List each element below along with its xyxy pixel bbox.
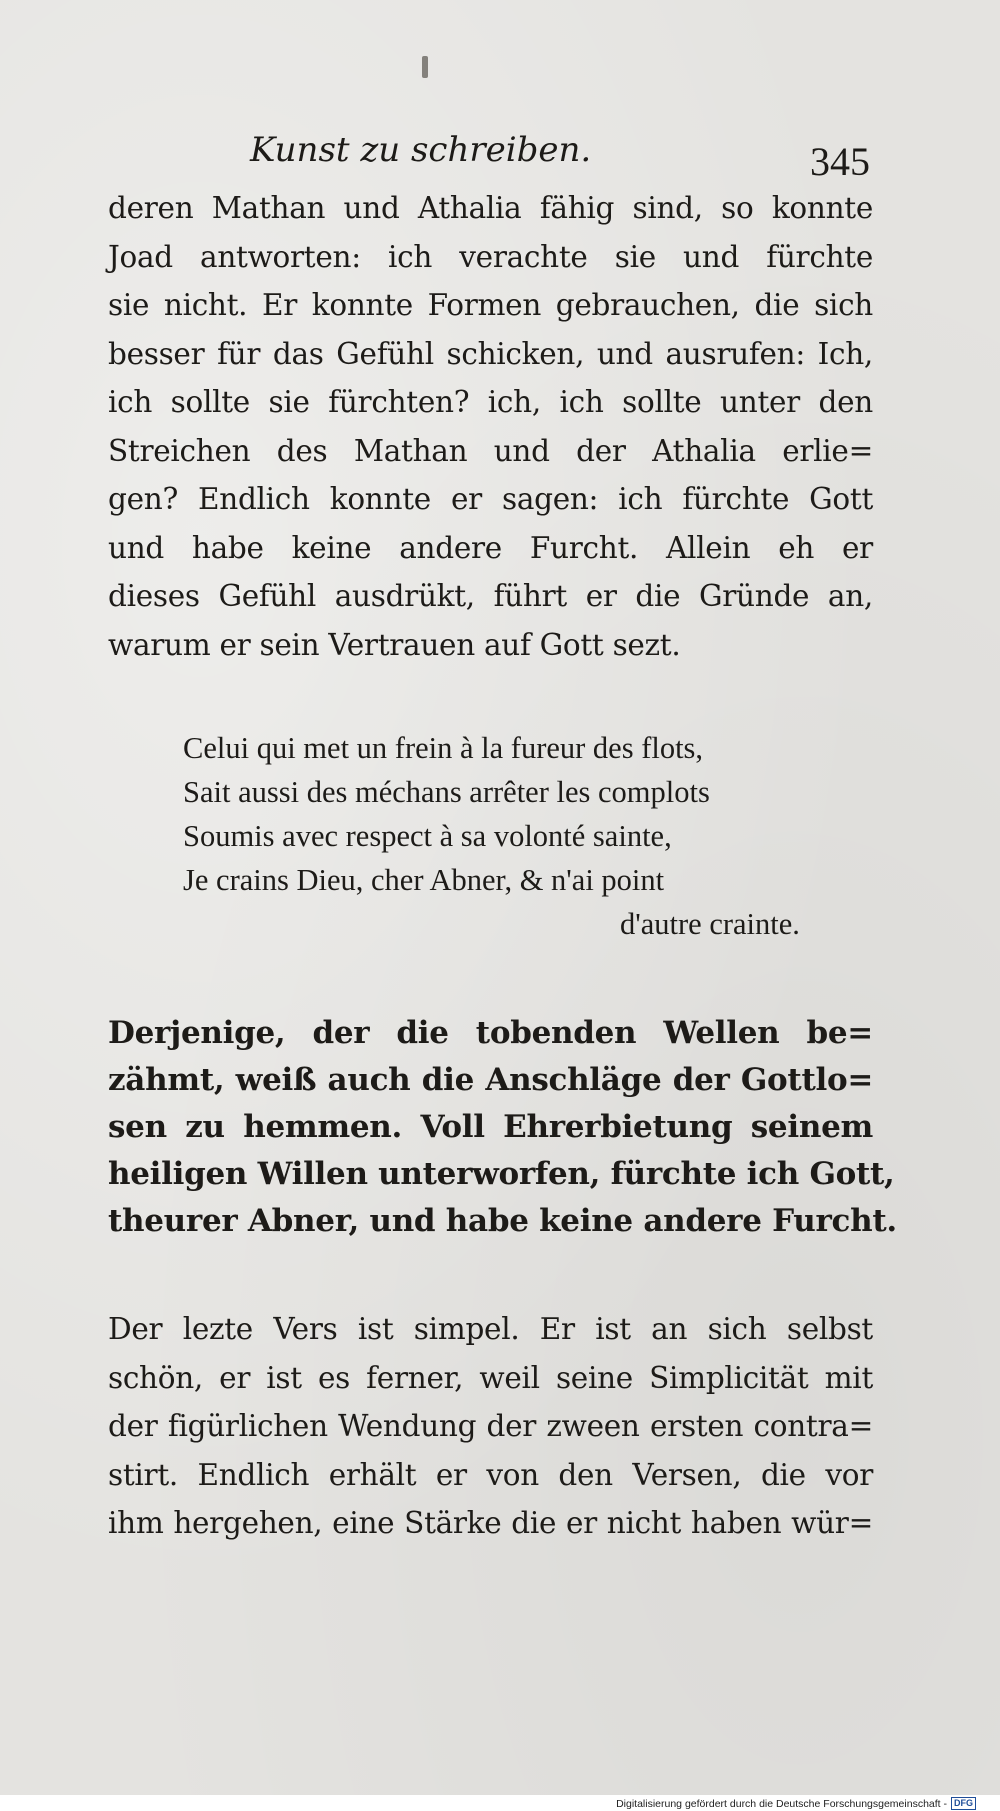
text-line: Joad antworten: ich verachte sie und fürchte — [108, 239, 873, 274]
text-line: Streichen des Mathan und der Athalia erlie= — [108, 433, 873, 468]
text-line: und habe keine andere Furcht. Allein eh er — [108, 530, 873, 565]
text-line: der figürlichen Wendung der zween ersten contra= — [108, 1409, 873, 1443]
printer-mark — [422, 56, 428, 78]
french-verse-quotation — [183, 726, 883, 946]
text-line: Derjenige, der die tobenden Wellen be= — [108, 1015, 873, 1051]
text-line: warum er sein Vertrauen auf Gott sezt. — [108, 627, 681, 662]
paragraph-3 — [108, 1305, 873, 1548]
verse-line: Soumis avec respect à sa volonté sainte, — [183, 819, 672, 853]
verse-line: Je crains Dieu, cher Abner, & n'ai point — [183, 863, 665, 897]
text-line: stirt. Endlich erhält er von den Versen, die vor — [108, 1457, 873, 1492]
text-line: sie nicht. Er konnte Formen gebrauchen, die sich — [108, 288, 873, 322]
verse-line: d'autre crainte. — [620, 907, 800, 941]
text-line: Der lezte Vers ist simpel. Er ist an sich selbst — [108, 1312, 873, 1346]
text-line: dieses Gefühl ausdrükt, führt er die Gründe an, — [108, 579, 873, 613]
dfg-logo: DFG — [951, 1797, 976, 1810]
page-number: 345 — [810, 139, 870, 184]
running-title: Kunst zu schreiben. — [250, 130, 592, 170]
text-line: gen? Endlich konnte er sagen: ich fürchte Gott — [108, 482, 873, 516]
digitization-credit — [616, 1797, 976, 1810]
text-line: deren Mathan und Athalia fähig sind, so konnte — [108, 191, 873, 225]
paragraph-2-translation — [108, 1010, 897, 1245]
text-line: sen zu hemmen. Voll Ehrerbietung seinem — [108, 1109, 873, 1145]
verse-line: Sait aussi des méchans arrêter les complots — [183, 775, 710, 809]
text-line: besser für das Gefühl schicken, und ausrufen: Ich, — [108, 336, 873, 371]
text-line: heiligen Willen unterworfen, fürchte ich Gott, — [108, 1156, 895, 1192]
verse-line: Celui qui met un frein à la fureur des flots, — [183, 731, 704, 765]
text-line: zähmt, weiß auch die Anschläge der Gottlo= — [108, 1062, 873, 1098]
text-line: ihm hergehen, eine Stärke die er nicht haben wür= — [108, 1506, 873, 1540]
credit-text: Digitalisierung gefördert durch die Deutsche Forschungsgemeinschaft - — [616, 1797, 947, 1810]
text-line: theurer Abner, und habe keine andere Furcht. — [108, 1203, 897, 1239]
text-line: ich sollte sie fürchten? ich, ich sollte unter den — [108, 385, 873, 419]
paragraph-1 — [108, 184, 873, 669]
text-line: schön, er ist es ferner, weil seine Simplicität mit — [108, 1360, 873, 1395]
